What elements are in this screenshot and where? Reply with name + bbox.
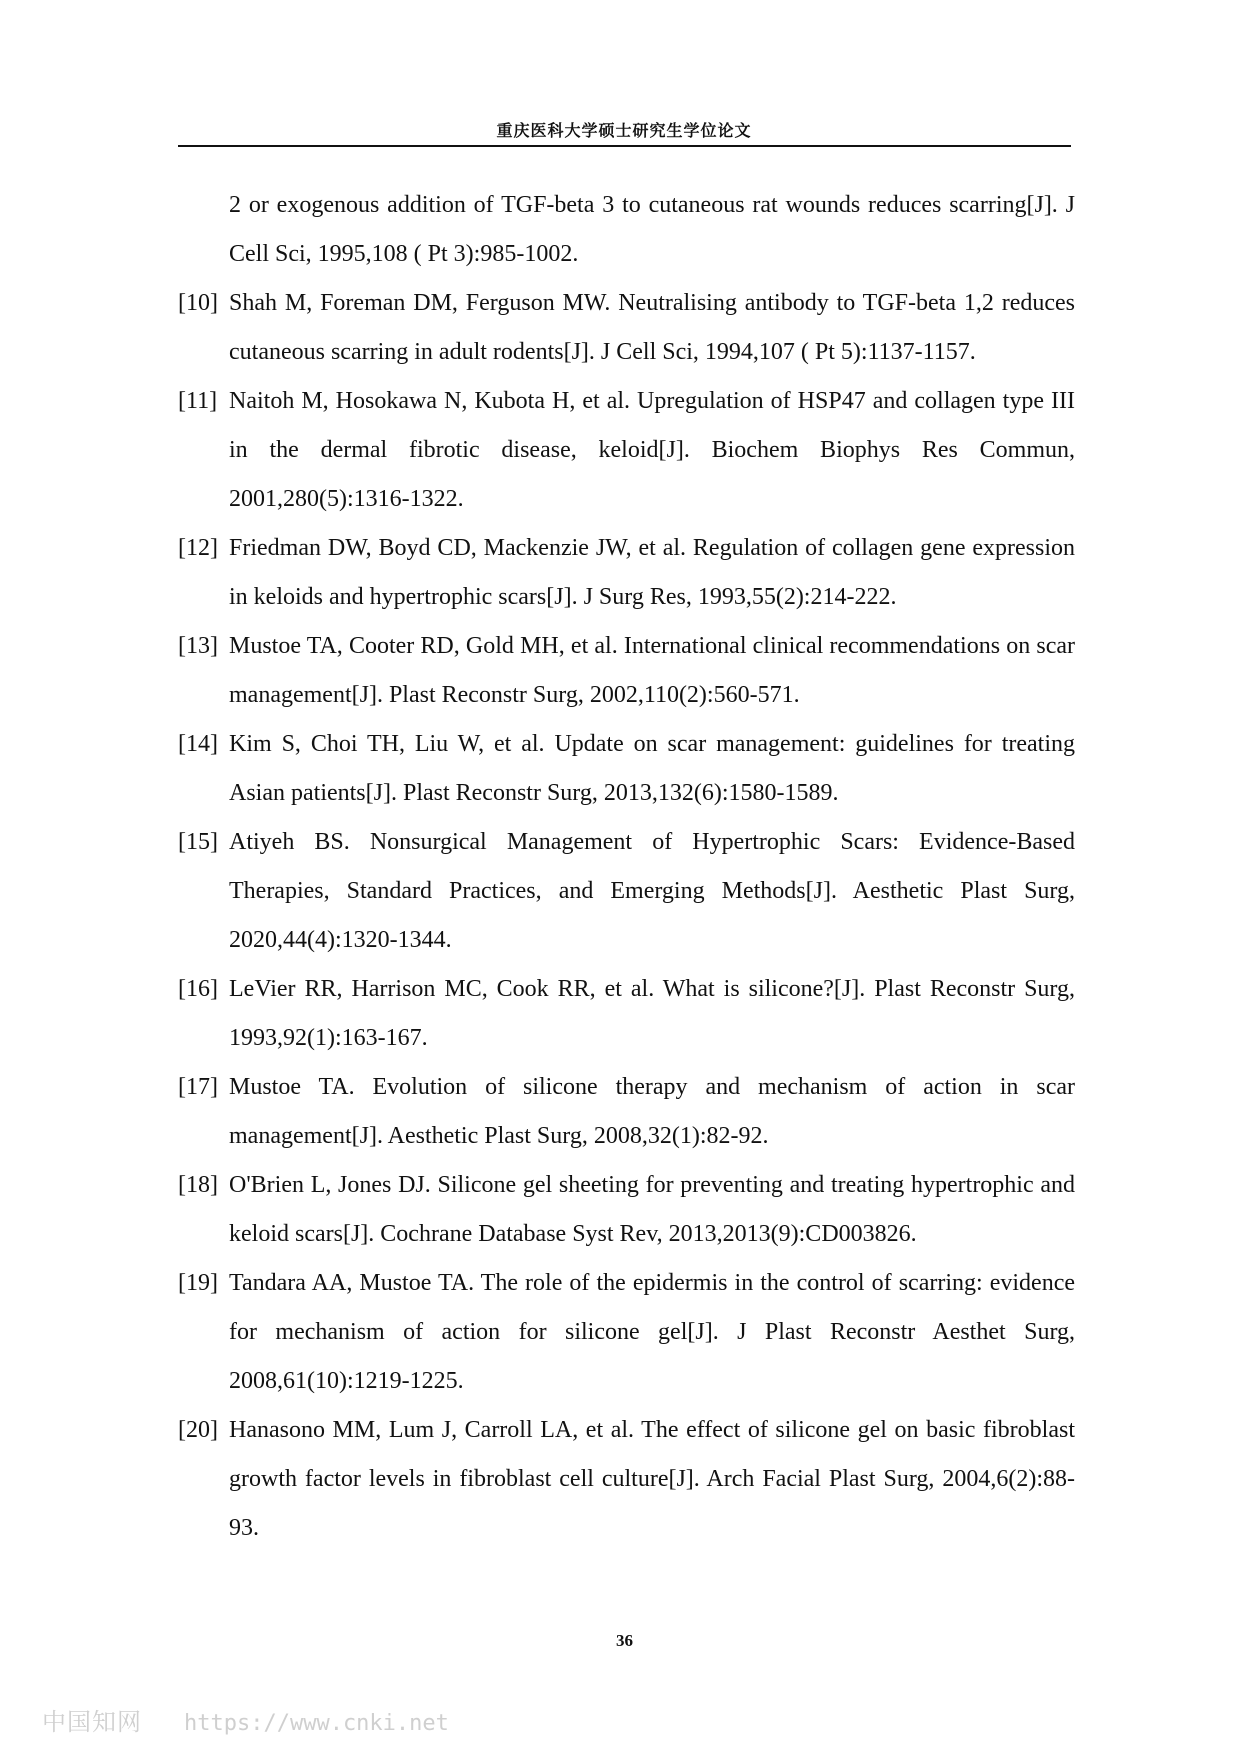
reference-number: [15] [178,829,218,855]
reference-text: O'Brien L, Jones DJ. Silicone gel sheeting for preventing and treating hypertrophic and keloid scars[J]. Cochrane Database Syst Rev, 2013,2013(9):CD003826. [229,1172,1075,1247]
reference-continuation [178,181,1075,279]
reference-text: Atiyeh BS. Nonsurgical Management of Hypertrophic Scars: Evidence-Based Therapies, Standard Practices, and Emerging Methods[J]. Aesthetic Plast Surg, 2020,44(4):1320-1344. [229,829,1075,953]
watermark-site-name: 中国知网 [42,1708,142,1736]
reference-item [178,1161,1075,1259]
reference-text: Naitoh M, Hosokawa N, Kubota H, et al. Upregulation of HSP47 and collagen type III in the dermal fibrotic disease, keloid[J]. Biochem Biophys Res Commun, 2001,280(5):1316-1322. [229,388,1075,512]
reference-list [178,181,1075,1553]
running-header: 重庆医科大学硕士研究生学位论文 [496,121,752,140]
reference-text: Shah M, Foreman DM, Ferguson MW. Neutralising antibody to TGF-beta 1,2 reduces cutaneous scarring in adult rodents[J]. J Cell Sci, 1994,107 ( Pt 5):1137-1157. [229,290,1075,365]
reference-item [178,965,1075,1063]
reference-text: 2 or exogenous addition of TGF-beta 3 to cutaneous rat wounds reduces scarring[J]. J Cell Sci, 1995,108 ( Pt 3):985-1002. [229,192,1075,267]
reference-item [178,1259,1075,1406]
cnki-watermark [42,1702,449,1737]
reference-number: [17] [178,1074,218,1100]
reference-number: [14] [178,731,218,757]
reference-text: LeVier RR, Harrison MC, Cook RR, et al. What is silicone?[J]. Plast Reconstr Surg, 1993,92(1):163-167. [229,976,1075,1051]
reference-item [178,1063,1075,1161]
header-rule [178,145,1071,147]
reference-text: Kim S, Choi TH, Liu W, et al. Update on scar management: guidelines for treating Asian patients[J]. Plast Reconstr Surg, 2013,132(6):1580-1589. [229,731,1075,806]
reference-number: [18] [178,1172,218,1198]
page-number: 36 [616,1631,633,1650]
reference-text: Hanasono MM, Lum J, Carroll LA, et al. The effect of silicone gel on basic fibroblast growth factor levels in fibroblast cell culture[J]. Arch Facial Plast Surg, 2004,6(2):88-93. [229,1417,1075,1541]
reference-number: [13] [178,633,218,659]
reference-item [178,720,1075,818]
reference-text: Mustoe TA, Cooter RD, Gold MH, et al. International clinical recommendations on scar management[J]. Plast Reconstr Surg, 2002,110(2):560-571. [229,633,1075,708]
reference-item [178,818,1075,965]
reference-item [178,1406,1075,1553]
reference-item [178,377,1075,524]
reference-item [178,524,1075,622]
reference-number: [11] [178,388,218,414]
reference-number: [12] [178,535,218,561]
reference-text: Friedman DW, Boyd CD, Mackenzie JW, et al. Regulation of collagen gene expression in keloids and hypertrophic scars[J]. J Surg Res, 1993,55(2):214-222. [229,535,1075,610]
reference-number: [10] [178,290,218,316]
reference-item [178,279,1075,377]
reference-number: [19] [178,1270,218,1296]
reference-number: [16] [178,976,218,1002]
reference-number: [20] [178,1417,218,1443]
reference-item [178,622,1075,720]
watermark-url: https://www.cnki.net [184,1711,449,1736]
reference-text: Tandara AA, Mustoe TA. The role of the epidermis in the control of scarring: evidence for mechanism of action for silicone gel[J]. J Plast Reconstr Aesthet Surg, 2008,61(10):1219-1225. [229,1270,1075,1394]
reference-text: Mustoe TA. Evolution of silicone therapy and mechanism of action in scar management[J]. Aesthetic Plast Surg, 2008,32(1):82-92. [229,1074,1075,1149]
